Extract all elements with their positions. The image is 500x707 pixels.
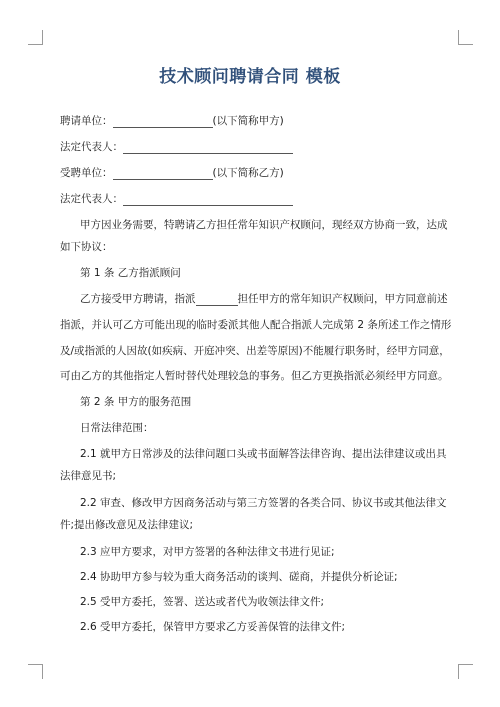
article-2-subheading: 日常法律范围： xyxy=(80,422,154,434)
blank-line[interactable] xyxy=(123,143,293,154)
intro-line-1: 甲方因业务需要，特聘请乙方担任常年知识产权顾问，现经双方协商一致，达成 xyxy=(80,219,448,231)
field-employer-representative xyxy=(60,140,450,154)
article-1-line-1 xyxy=(80,292,470,306)
field-label: 聘请单位： xyxy=(60,115,113,127)
field-employee xyxy=(60,166,450,180)
blank-line[interactable] xyxy=(196,295,238,306)
article-1-heading: 第 1 条 乙方指派顾问 xyxy=(80,267,181,279)
item-2-4: 2.4 协助甲方参与较为重大商务活动的谈判、磋商，并提供分析论证; xyxy=(80,571,398,583)
blank-line[interactable] xyxy=(113,169,213,180)
article-1-line-2: 指派，并认可乙方可能出现的临时委派其他人配合指派人完成第 2 条所述工作之情形 xyxy=(60,319,452,331)
field-label: 受聘单位： xyxy=(60,167,113,179)
field-employer xyxy=(60,114,450,128)
item-2-3: 2.3 应甲方要求，对甲方签署的各种法律文书进行见证; xyxy=(80,546,335,558)
article-2-heading: 第 2 条 甲方的服务范围 xyxy=(80,396,192,408)
item-2-2-line-2: 件;提出修改意见及法律建议; xyxy=(60,519,194,531)
item-2-1-line-2: 法律意见书; xyxy=(60,470,117,482)
article-1-line-3: 及/或指派的人因故(如疾病、开庭冲突、出差等原因)不能履行职务时，经甲方同意， xyxy=(60,345,450,357)
field-suffix: (以下简称乙方) xyxy=(212,167,284,179)
intro-line-2: 如下协议： xyxy=(60,241,113,253)
article-1-text-a: 乙方接受甲方聘请，指派 xyxy=(80,293,196,305)
field-suffix: (以下简称甲方) xyxy=(212,115,284,127)
article-1-line-4: 可由乙方的其他指定人暂时替代处理较急的事务。但乙方更换指派必须经甲方同意。 xyxy=(60,370,449,382)
field-label: 法定代表人： xyxy=(60,193,123,205)
item-2-1-line-1: 2.1 就甲方日常涉及的法律问题口头或书面解答法律咨询、提出法律建议或出具 xyxy=(80,448,447,460)
item-2-5: 2.5 受甲方委托，签署、送达或者代为收领法律文件; xyxy=(80,596,325,608)
item-2-6: 2.6 受甲方委托，保管甲方要求乙方妥善保管的法律文件; xyxy=(80,621,346,633)
document-title: 技术顾问聘请合同 模板 xyxy=(159,67,341,87)
article-1-text-b: 担任甲方的常年知识产权顾问，甲方同意前述 xyxy=(237,293,448,305)
crop-mark-bottom-right xyxy=(458,664,473,679)
crop-mark-top-right xyxy=(458,30,473,45)
crop-mark-bottom-left xyxy=(28,664,43,679)
crop-mark-top-left xyxy=(28,30,43,45)
blank-line[interactable] xyxy=(123,195,293,206)
field-label: 法定代表人： xyxy=(60,141,123,153)
blank-line[interactable] xyxy=(113,117,213,128)
item-2-2-line-1: 2.2 审查、修改甲方因商务活动与第三方签署的各类合同、协议书或其他法律文 xyxy=(80,497,447,509)
field-employee-representative xyxy=(60,192,450,206)
